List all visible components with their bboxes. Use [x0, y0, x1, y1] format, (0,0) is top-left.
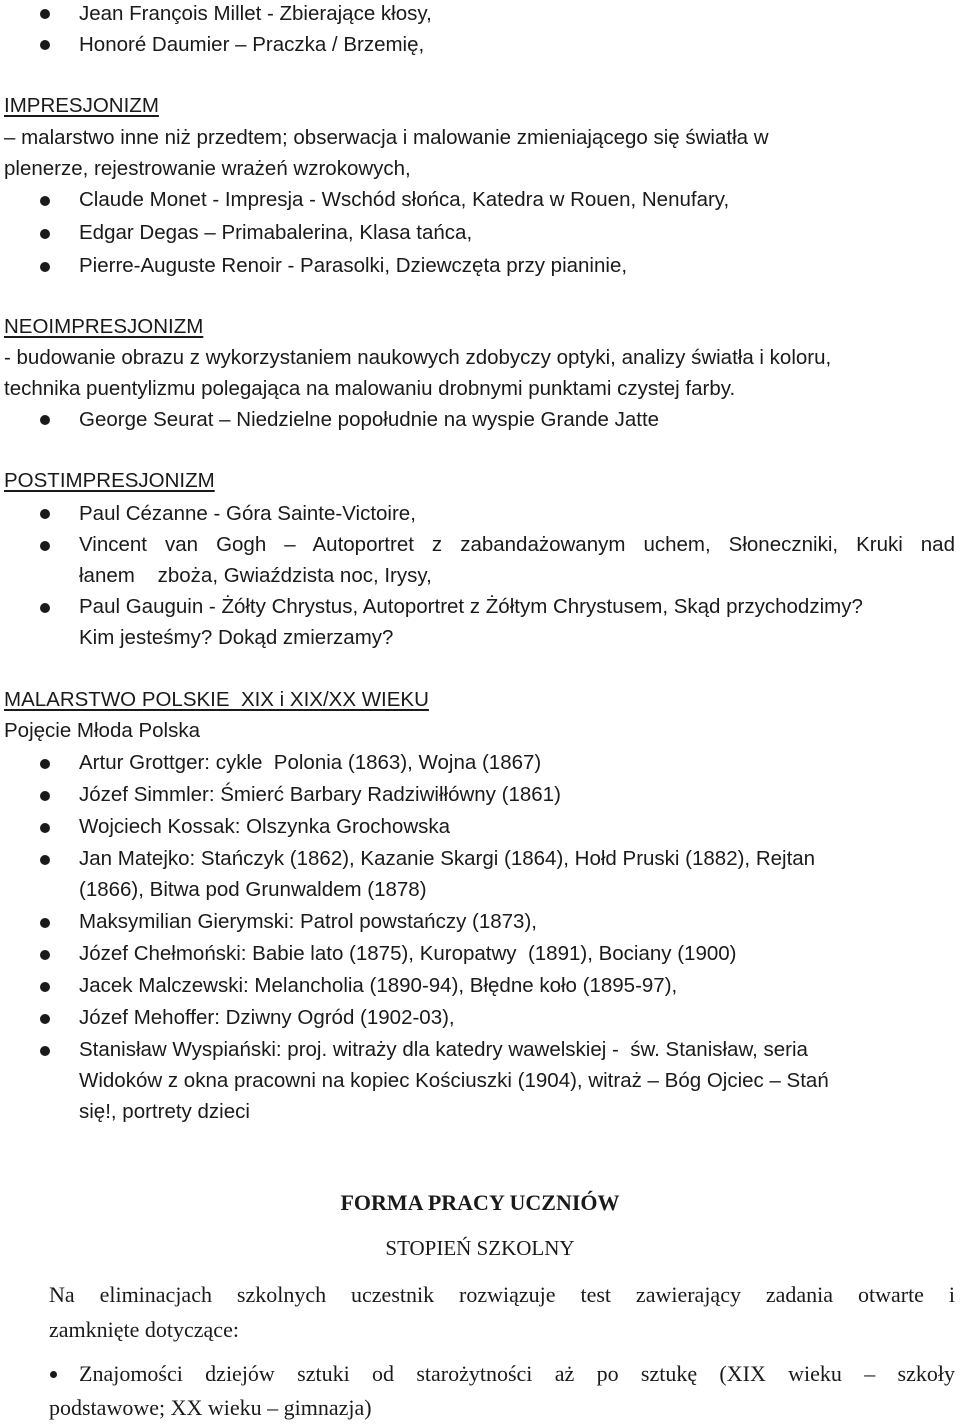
bullet-icon	[40, 9, 50, 19]
forma-subtitle: STOPIEŃ SZKOLNY	[385, 1236, 575, 1260]
section-desc: - budowanie obrazu z wykorzystaniem naukowych zdobyczy optyki, analizy światła i koloru,	[4, 346, 832, 369]
list-item-continuation: Kim jesteśmy? Dokąd zmierzamy?	[79, 626, 394, 649]
bullet-icon	[40, 918, 50, 928]
bullet-icon	[40, 950, 50, 960]
forma-title: FORMA PRACY UCZNIÓW	[340, 1190, 620, 1215]
bullet-icon	[40, 603, 50, 613]
list-item: Paul Cézanne - Góra Sainte-Victoire,	[79, 502, 416, 525]
list-item: Józef Simmler: Śmierć Barbary Radziwiłłówny (1861)	[79, 783, 561, 806]
forma-paragraph-continuation: zamknięte dotyczące:	[49, 1317, 239, 1342]
list-item: Józef Mehoffer: Dziwny Ogród (1902-03),	[79, 1006, 455, 1029]
list-item: Jan Matejko: Stańczyk (1862), Kazanie Skargi (1864), Hołd Pruski (1882), Rejtan	[79, 847, 816, 870]
list-item-continuation: się!, portrety dzieci	[79, 1100, 250, 1123]
section-heading-malarstwo-polskie: MALARSTWO POLSKIE XIX i XIX/XX WIEKU	[4, 688, 429, 711]
list-item-continuation: łanem zboża, Gwiaździsta noc, Irysy,	[79, 564, 432, 587]
forma-bullet-continuation: podstawowe; XX wieku – gimnazja)	[49, 1395, 372, 1420]
list-item: Stanisław Wyspiański: proj. witraży dla katedry wawelskiej - św. Stanisław, seria	[79, 1038, 808, 1061]
list-item: Maksymilian Gierymski: Patrol powstańczy (1873),	[79, 910, 537, 933]
list-item: Vincent van Gogh – Autoportret z zabandażowanym uchem, Słoneczniki, Kruki nad	[79, 533, 955, 556]
bullet-icon	[40, 759, 50, 769]
list-item: Wojciech Kossak: Olszynka Grochowska	[79, 815, 451, 838]
list-item: Jacek Malczewski: Melancholia (1890-94), Błędne koło (1895-97),	[79, 974, 678, 997]
bullet-icon	[40, 1046, 50, 1056]
bullet-icon	[40, 229, 50, 239]
list-item: Claude Monet - Impresja - Wschód słońca, Katedra w Rouen, Nenufary,	[79, 188, 730, 211]
bullet-icon	[40, 982, 50, 992]
section-desc: – malarstwo inne niż przedtem; obserwacja i malowanie zmieniającego się światła w	[4, 126, 769, 149]
bullet-icon	[40, 262, 50, 272]
section-heading-postimpresjonizm: POSTIMPRESJONIZM	[4, 469, 215, 492]
section-subheading: Pojęcie Młoda Polska	[4, 719, 200, 742]
bullet-icon	[40, 40, 50, 50]
list-item: Artur Grottger: cykle Polonia (1863), Wojna (1867)	[79, 751, 542, 774]
section-desc: technika puentylizmu polegająca na malowaniu drobnymi punktami czystej farby.	[4, 377, 736, 400]
list-item-continuation: (1866), Bitwa pod Grunwaldem (1878)	[79, 878, 427, 901]
bullet-icon	[40, 791, 50, 801]
list-item: George Seurat – Niedzielne popołudnie na wyspie Grande Jatte	[79, 408, 660, 431]
bullet-icon	[50, 1371, 57, 1378]
bullet-icon	[40, 823, 50, 833]
bullet-icon	[40, 415, 50, 425]
bullet-icon	[40, 196, 50, 206]
bullet-icon	[40, 855, 50, 865]
list-item: Paul Gauguin - Żółty Chrystus, Autoportret z Żółtym Chrystusem, Skąd przychodzimy?	[79, 595, 863, 618]
bullet-icon	[40, 1014, 50, 1024]
forma-bullet-item: Znajomości dziejów sztuki od starożytności aż po sztukę (XIX wieku – szkoły	[79, 1361, 955, 1386]
list-item: Edgar Degas – Primabalerina, Klasa tańca,	[79, 221, 473, 244]
section-desc: plenerze, rejestrowanie wrażeń wzrokowych,	[4, 157, 411, 180]
list-item-continuation: Widoków z okna pracowni na kopiec Kościuszki (1904), witraż – Bóg Ojciec – Stań	[79, 1069, 829, 1092]
list-item: Józef Chełmoński: Babie lato (1875), Kuropatwy (1891), Bociany (1900)	[79, 942, 737, 965]
list-item: Honoré Daumier – Praczka / Brzemię,	[79, 33, 425, 56]
list-item: Pierre-Auguste Renoir - Parasolki, Dziewczęta przy pianinie,	[79, 254, 628, 277]
section-heading-impresjonizm: IMPRESJONIZM	[4, 94, 159, 117]
bullet-icon	[40, 509, 50, 519]
section-heading-neoimpresjonizm: NEOIMPRESJONIZM	[4, 315, 204, 338]
forma-paragraph: Na eliminacjach szkolnych uczestnik rozwiązuje test zawierający zadania otwarte i	[49, 1282, 955, 1307]
list-item: Jean François Millet - Zbierające kłosy,	[79, 2, 432, 25]
bullet-icon	[40, 541, 50, 551]
